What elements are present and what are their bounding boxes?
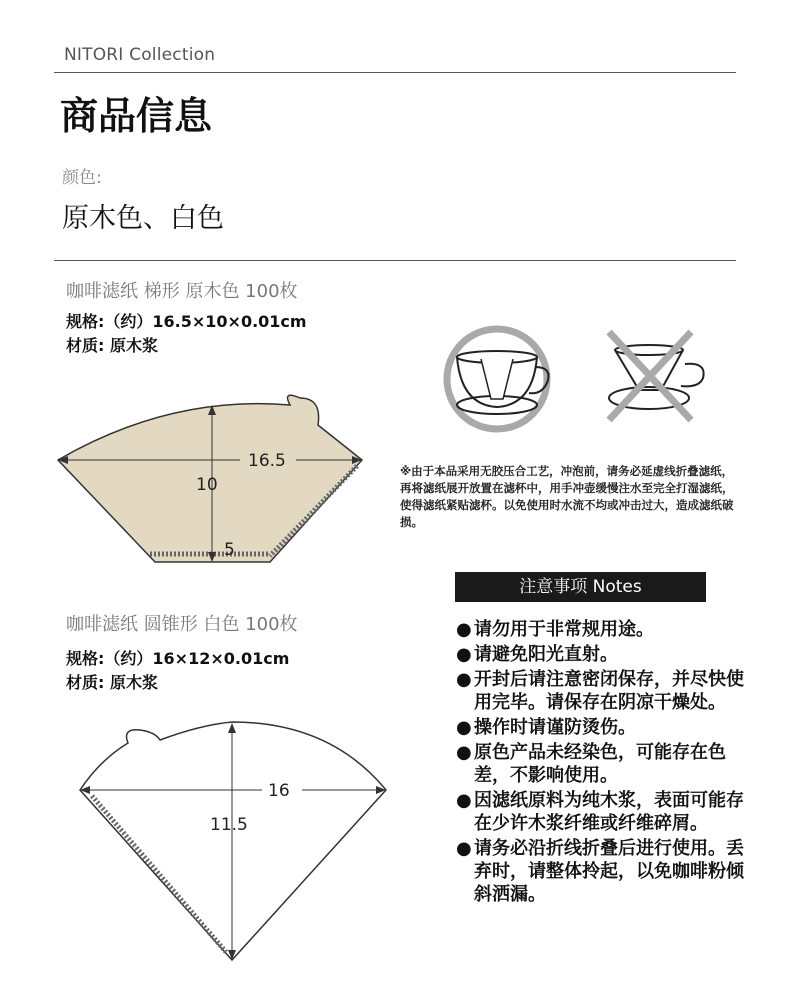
color-label: 颜色: [62, 168, 102, 188]
bullet-icon: ● [456, 619, 472, 640]
caution-text: ※由于本品采用无胶压合工艺，冲泡前，请务必延虚线折叠滤纸，再将滤纸展开放置在滤杯中，用手冲壶缓慢注水至完全打湿滤纸，使得滤纸紧贴滤杯。以免使用时水流不均或冲击过大，造成滤纸破损。 [400, 464, 734, 529]
product1-spec: 规格:（约）16.5×10×0.01cm [66, 312, 307, 331]
color-value: 原木色、白色 [62, 203, 224, 234]
note-item: ● 原色产品未经染色，可能存在色差，不影响使用。 [456, 742, 726, 786]
bullet-icon: ● [456, 838, 472, 859]
note-item: ● 请勿用于非常规用途。 [456, 619, 654, 640]
note-item: ● 因滤纸原料为纯木浆，表面可能存在少许木浆纤维或纤维碎屑。 [456, 790, 744, 834]
note-item: ● 请务必沿折线折叠后进行使用。丢弃时，请整体拎起，以免咖啡粉倾斜洒漏。 [456, 838, 744, 905]
bullet-icon: ● [456, 669, 472, 690]
note-item: ● 开封后请注意密闭保存，并尽快使用完毕。请保存在阴凉干燥处。 [456, 669, 744, 713]
product2-dim-height: 11.5 [210, 815, 248, 835]
bullet-icon: ● [456, 790, 472, 811]
product1-name: 咖啡滤纸 梯形 原木色 100枚 [66, 281, 298, 302]
product2-material: 材质: 原木浆 [66, 673, 158, 692]
bullet-icon: ● [456, 717, 472, 738]
product1-dim-width: 16.5 [248, 451, 286, 471]
product1-dim-height: 10 [196, 475, 218, 495]
brand-name: NITORI Collection [64, 45, 216, 65]
product1-dim-bottom: 5 [224, 540, 235, 560]
cone-filter-shape [80, 722, 386, 960]
note-item: ● 操作时请谨防烫伤。 [456, 717, 636, 738]
product2-name: 咖啡滤纸 圆锥形 白色 100枚 [66, 614, 298, 635]
bullet-icon: ● [456, 644, 472, 665]
bullet-icon: ● [456, 742, 472, 763]
product2-spec: 规格:（约）16×12×0.01cm [66, 649, 290, 668]
product1-material: 材质: 原木浆 [66, 336, 158, 355]
note-item: ● 请避免阳光直射。 [456, 644, 618, 665]
notes-header: 注意事项 Notes [455, 572, 706, 602]
product2-dim-width: 16 [268, 781, 290, 801]
page-title: 商品信息 [60, 94, 213, 138]
